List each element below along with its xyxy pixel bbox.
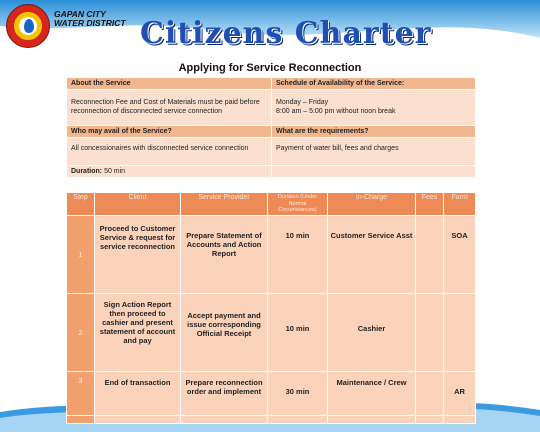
- provider-action: Accept payment and issue corresponding Official Receipt: [181, 293, 268, 371]
- duration-cell: [67, 166, 272, 178]
- col-duration: Duration (Under Normal Circumstances): [268, 193, 328, 216]
- empty-cell: [272, 166, 476, 178]
- col-in-charge: In-Charge: [328, 193, 416, 216]
- step-in-charge: Customer Service Asst: [328, 215, 416, 293]
- step-fees: [416, 293, 444, 371]
- organization-name: [54, 10, 126, 28]
- who-text-cell: [67, 138, 272, 166]
- water-drop-icon: [24, 19, 34, 33]
- empty-cell: [328, 415, 416, 423]
- schedule-hours: 8:00 am – 5:00 pm without noon break: [276, 107, 396, 115]
- schedule-text-cell: [272, 90, 476, 126]
- table-row: [67, 415, 476, 423]
- step-duration: 30 min: [268, 371, 328, 415]
- col-form: Form: [444, 193, 476, 216]
- step-in-charge: Cashier: [328, 293, 416, 371]
- who-label: Who may avail of the Service?: [67, 126, 272, 138]
- schedule-days: Monday – Friday: [276, 99, 329, 106]
- client-action: End of transaction: [95, 371, 181, 415]
- col-step: Step: [67, 193, 95, 216]
- step-form: AR: [444, 371, 476, 415]
- empty-cell: [181, 415, 268, 423]
- empty-cell: [67, 415, 95, 423]
- table-row: [67, 293, 476, 371]
- process-steps-table: [66, 192, 476, 424]
- step-form: [444, 293, 476, 371]
- steps-header-row: [67, 193, 476, 216]
- empty-cell: [268, 415, 328, 423]
- requirements-label: What are the requirements?: [272, 126, 476, 138]
- step-number: 3: [67, 371, 95, 415]
- org-name-line1: GAPAN CITY: [54, 9, 106, 19]
- table-row: [67, 215, 476, 293]
- table-row: [67, 371, 476, 415]
- who-text: All concessionaires with disconnected service connection: [71, 145, 249, 152]
- empty-cell: [95, 415, 181, 423]
- service-info-table: [66, 77, 476, 178]
- step-fees: [416, 215, 444, 293]
- about-text-cell: [67, 90, 272, 126]
- step-number: 2: [67, 293, 95, 371]
- empty-cell: [444, 415, 476, 423]
- charter-title: Citizens Charter: [140, 16, 432, 51]
- page-subtitle: Applying for Service Reconnection: [178, 62, 362, 74]
- about-label: About the Service: [67, 78, 272, 90]
- duration-label: Duration:: [71, 168, 103, 175]
- duration-value: 50 min: [104, 168, 126, 175]
- provider-action: Prepare reconnection order and implement: [181, 371, 268, 415]
- step-fees: [416, 371, 444, 415]
- step-number: 1: [67, 215, 95, 293]
- requirements-text: Payment of water bill, fees and charges: [276, 145, 399, 152]
- schedule-label: Schedule of Availability of the Service:: [272, 78, 476, 90]
- requirements-text-cell: [272, 138, 476, 166]
- step-in-charge: Maintenance / Crew: [328, 371, 416, 415]
- org-name-line2: WATER DISTRICT: [54, 18, 126, 28]
- empty-cell: [416, 415, 444, 423]
- step-duration: 10 min: [268, 215, 328, 293]
- client-action: Proceed to Customer Service & request for service reconnection: [95, 215, 181, 293]
- about-text: Reconnection Fee and Cost of Materials must be paid before reconnection of disconnected service connection: [71, 99, 260, 115]
- col-service-provider: Service Provider: [181, 193, 268, 216]
- step-form: SOA: [444, 215, 476, 293]
- step-duration: 10 min: [268, 293, 328, 371]
- col-client: Client: [95, 193, 181, 216]
- water-district-seal-logo: [6, 4, 50, 48]
- provider-action: Prepare Statement of Accounts and Action Report: [181, 215, 268, 293]
- client-action: Sign Action Report then proceed to cashier and present statement of account and pay: [95, 293, 181, 371]
- col-fees: Fees: [416, 193, 444, 216]
